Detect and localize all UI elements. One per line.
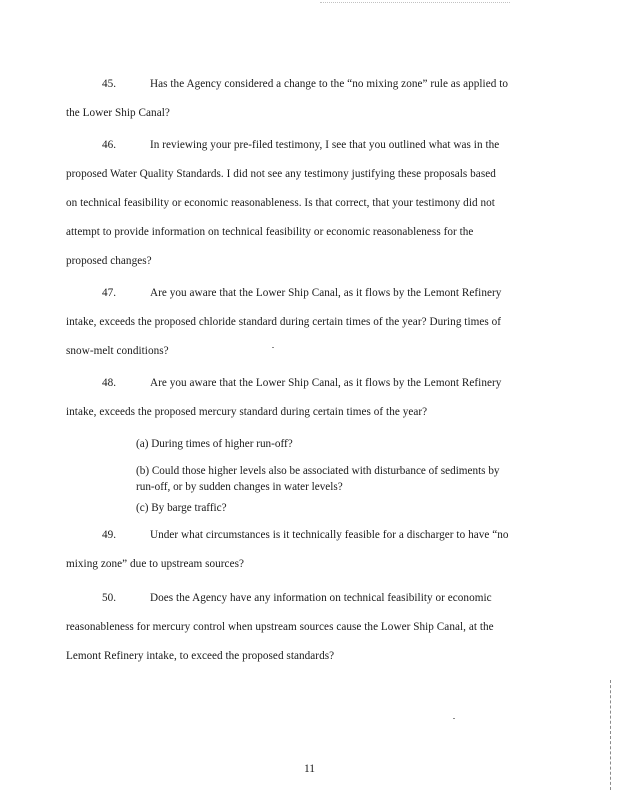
- question-number: 50.: [102, 592, 117, 604]
- question-47: [66, 279, 536, 366]
- question-text-line: Are you aware that the Lower Ship Canal, as it flows by the Lemont Refinery: [150, 377, 502, 389]
- question-text-line: the Lower Ship Canal?: [66, 107, 170, 119]
- question-text-line: Has the Agency considered a change to the “no mixing zone” rule as applied to: [150, 78, 508, 90]
- scan-speck: [272, 347, 274, 348]
- question-text-line: snow-melt conditions?: [66, 345, 169, 357]
- question-46: [66, 131, 536, 276]
- subitem-a: [136, 436, 536, 452]
- question-text-line: mixing zone” due to upstream sources?: [66, 558, 244, 570]
- question-number: 45.: [102, 78, 117, 90]
- question-text-line: proposed changes?: [66, 255, 152, 267]
- question-text-line: attempt to provide information on technical feasibility or economic reasonableness for the: [66, 226, 474, 238]
- question-text-line: In reviewing your pre-filed testimony, I see that you outlined what was in the: [150, 139, 500, 151]
- question-number: 46.: [102, 139, 117, 151]
- question-text-line: intake, exceeds the proposed mercury standard during certain times of the year?: [66, 406, 428, 418]
- header-scan-artifact: [320, 2, 510, 9]
- subitem-text-line: (c) By barge traffic?: [136, 502, 227, 514]
- question-number: 48.: [102, 377, 117, 389]
- question-text-line: reasonableness for mercury control when upstream sources cause the Lower Ship Canal, at the: [66, 621, 494, 633]
- scan-speck: [453, 718, 455, 719]
- question-text-line: proposed Water Quality Standards. I did not see any testimony justifying these proposals based: [66, 168, 496, 180]
- subitem-c: [136, 500, 536, 516]
- question-48: [66, 369, 536, 427]
- question-text-line: Under what circumstances is it technically feasible for a discharger to have “no: [150, 529, 509, 541]
- subitem-text-line: (a) During times of higher run-off?: [136, 438, 293, 450]
- question-number: 47.: [102, 287, 117, 299]
- subitem-text-line: run-off, or by sudden changes in water levels?: [136, 481, 343, 493]
- scan-edge-marks: [610, 680, 613, 790]
- page-number: 11: [303, 763, 316, 775]
- question-45: [66, 70, 536, 128]
- question-49: [66, 521, 536, 579]
- question-text-line: Does the Agency have any information on technical feasibility or economic: [150, 592, 492, 604]
- question-number: 49.: [102, 529, 117, 541]
- question-50: [66, 584, 536, 671]
- subitem-text-line: (b) Could those higher levels also be associated with disturbance of sediments by: [136, 465, 500, 477]
- question-text-line: Are you aware that the Lower Ship Canal, as it flows by the Lemont Refinery: [150, 287, 502, 299]
- question-text-line: Lemont Refinery intake, to exceed the proposed standards?: [66, 650, 335, 662]
- question-text-line: intake, exceeds the proposed chloride standard during certain times of the year? During times of: [66, 316, 502, 328]
- question-text-line: on technical feasibility or economic reasonableness. Is that correct, that your testimony did not: [66, 197, 495, 209]
- subitem-b: [136, 463, 536, 495]
